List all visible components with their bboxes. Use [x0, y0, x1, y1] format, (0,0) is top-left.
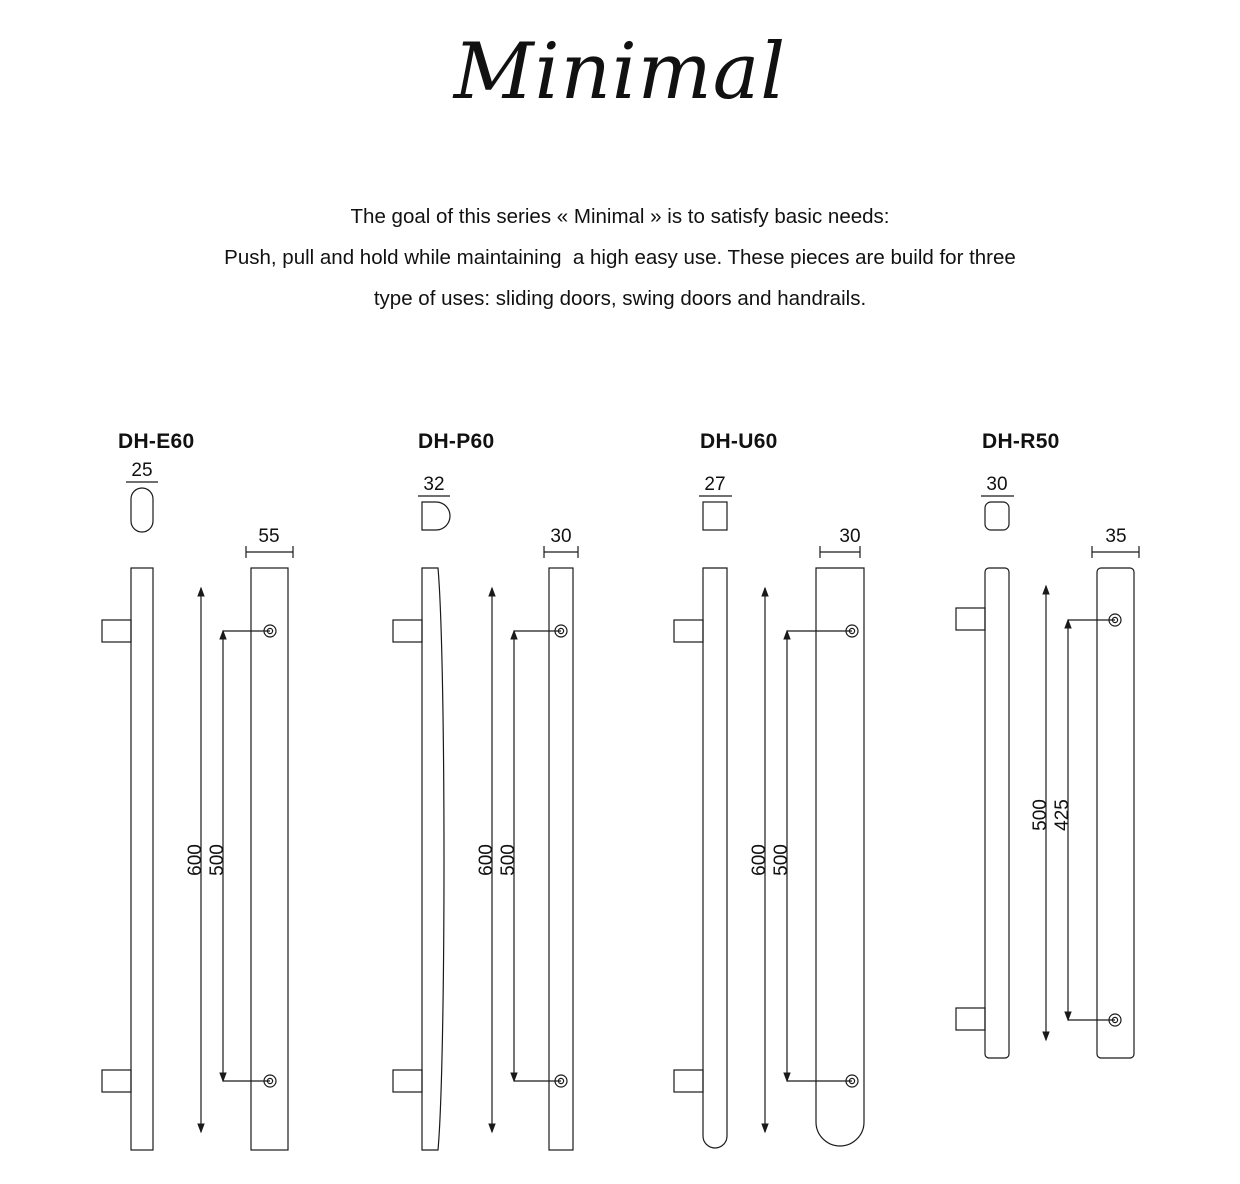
- dim-profile-width: 27: [704, 474, 726, 495]
- product-code-label: DH-R50: [982, 430, 1060, 453]
- intro-line-1: The goal of this series « Minimal » is to satisfy basic needs:: [350, 205, 890, 228]
- product-drawing-dh-p60: [418, 460, 718, 1170]
- dim-length-overall: 500: [1030, 799, 1051, 831]
- dim-length-overall: 600: [476, 844, 497, 876]
- product-column-dh-p60: [418, 430, 718, 1170]
- product-drawing-dh-u60: [700, 460, 1000, 1170]
- product-column-dh-e60: [118, 430, 418, 1170]
- dim-length-centers: 500: [498, 844, 519, 876]
- product-code-label: DH-P60: [418, 430, 495, 453]
- dim-plate-width: 35: [1105, 526, 1127, 547]
- dim-plate-width: 30: [839, 526, 861, 547]
- dim-plate-width: 55: [258, 526, 280, 547]
- dim-length-overall: 600: [749, 844, 770, 876]
- page-title: Minimal: [453, 27, 787, 117]
- dim-length-centers: 500: [207, 844, 228, 876]
- dim-profile-width: 30: [986, 474, 1008, 495]
- product-code-label: DH-E60: [118, 430, 195, 453]
- intro-paragraph: [0, 196, 1240, 319]
- intro-line-3: type of uses: sliding doors, swing doors and handrails.: [373, 287, 867, 310]
- dim-length-centers: 425: [1052, 799, 1073, 831]
- product-drawing-dh-r50: [982, 460, 1240, 1170]
- product-drawing-dh-e60: [118, 460, 418, 1170]
- dim-length-centers: 500: [771, 844, 792, 876]
- product-column-dh-u60: [700, 430, 1000, 1170]
- dim-plate-width: 30: [550, 526, 572, 547]
- product-code-label: DH-U60: [700, 430, 778, 453]
- dim-profile-width: 32: [423, 474, 445, 495]
- dim-profile-width: 25: [131, 460, 153, 481]
- dim-length-overall: 600: [185, 844, 206, 876]
- intro-line-2: Push, pull and hold while maintaining a high easy use. These pieces are build for three: [224, 246, 1016, 269]
- product-column-dh-r50: [982, 430, 1240, 1170]
